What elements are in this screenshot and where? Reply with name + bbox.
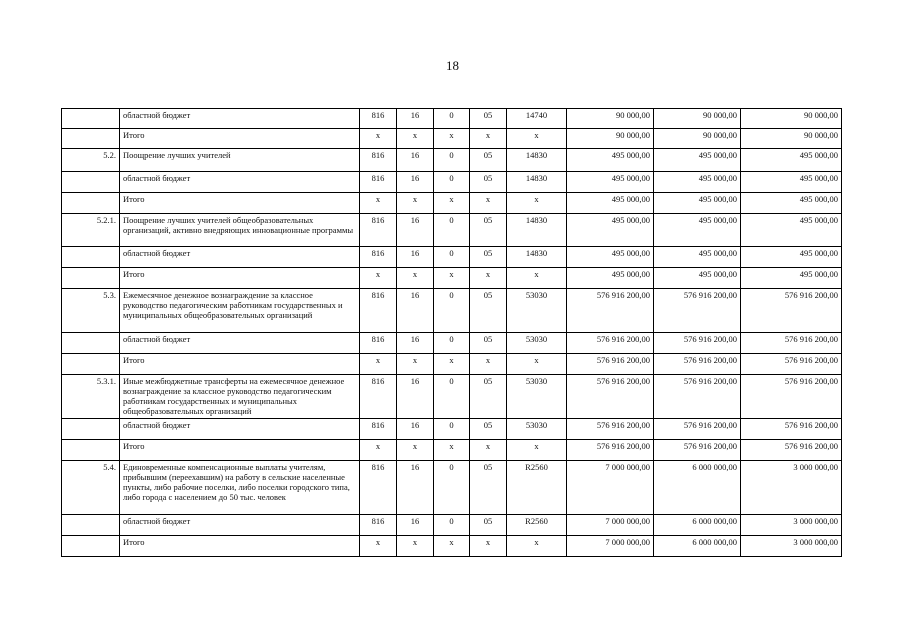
row-number-cell: 5.2.1. (62, 214, 120, 247)
amount-cell: 90 000,00 (567, 109, 654, 129)
code-cell: 05 (470, 515, 507, 536)
table-row (62, 536, 842, 557)
code-cell: x (470, 193, 507, 214)
row-name-cell: Ежемесячное денежное вознаграждение за классное руководство педагогическим работникам государственных и муниципальных общеобразовательных организаций (120, 289, 360, 333)
row-name-cell: Единовременные компенсационные выплаты учителям, прибывшим (переехавшим) на работу в сельские населенные пункты, либо рабочие поселки, либо поселки городского типа, либо города с населением до 50 тыс. человек (120, 461, 360, 515)
code-cell: 816 (360, 109, 397, 129)
table-row (62, 515, 842, 536)
code-cell: x (397, 193, 434, 214)
table-row (62, 268, 842, 289)
code-cell: 53030 (507, 419, 567, 440)
code-cell: 16 (397, 289, 434, 333)
code-cell: x (397, 440, 434, 461)
code-cell: R2560 (507, 461, 567, 515)
code-cell: 05 (470, 149, 507, 172)
code-cell: x (397, 268, 434, 289)
code-cell: 16 (397, 375, 434, 419)
amount-cell: 576 916 200,00 (567, 333, 654, 354)
code-cell: 0 (434, 419, 470, 440)
code-cell: 16 (397, 149, 434, 172)
row-number-cell (62, 109, 120, 129)
amount-cell: 576 916 200,00 (654, 289, 741, 333)
table-row (62, 193, 842, 214)
row-name-cell: Иные межбюджетные трансферты на ежемесячное денежное вознаграждение за классное руководство педагогическим работникам государственных и муниципальных общеобразовательных организаций (120, 375, 360, 419)
table-row (62, 109, 842, 129)
amount-cell: 3 000 000,00 (741, 461, 842, 515)
code-cell: x (470, 354, 507, 375)
amount-cell: 495 000,00 (567, 247, 654, 268)
code-cell: x (507, 129, 567, 149)
code-cell: x (434, 129, 470, 149)
code-cell: 816 (360, 149, 397, 172)
table-row (62, 440, 842, 461)
code-cell: x (360, 536, 397, 557)
code-cell: 16 (397, 515, 434, 536)
code-cell: x (507, 536, 567, 557)
amount-cell: 495 000,00 (741, 172, 842, 193)
row-number-cell (62, 193, 120, 214)
amount-cell: 495 000,00 (741, 149, 842, 172)
code-cell: 0 (434, 515, 470, 536)
row-name-cell: Итого (120, 536, 360, 557)
code-cell: 816 (360, 419, 397, 440)
code-cell: 0 (434, 247, 470, 268)
code-cell: 05 (470, 375, 507, 419)
code-cell: x (470, 268, 507, 289)
row-name-cell: Итого (120, 129, 360, 149)
budget-table (61, 108, 842, 557)
code-cell: x (434, 354, 470, 375)
code-cell: 0 (434, 214, 470, 247)
code-cell: 05 (470, 214, 507, 247)
row-number-cell: 5.4. (62, 461, 120, 515)
code-cell: x (434, 268, 470, 289)
code-cell: x (434, 536, 470, 557)
code-cell: x (507, 354, 567, 375)
code-cell: 53030 (507, 333, 567, 354)
amount-cell: 576 916 200,00 (567, 289, 654, 333)
amount-cell: 90 000,00 (654, 129, 741, 149)
amount-cell: 7 000 000,00 (567, 461, 654, 515)
code-cell: 53030 (507, 289, 567, 333)
amount-cell: 576 916 200,00 (654, 354, 741, 375)
row-number-cell (62, 536, 120, 557)
table-row (62, 214, 842, 247)
amount-cell: 576 916 200,00 (567, 419, 654, 440)
code-cell: x (360, 440, 397, 461)
table-row (62, 354, 842, 375)
amount-cell: 495 000,00 (654, 172, 741, 193)
code-cell: R2560 (507, 515, 567, 536)
row-name-cell: областной бюджет (120, 515, 360, 536)
amount-cell: 495 000,00 (741, 247, 842, 268)
code-cell: 0 (434, 375, 470, 419)
amount-cell: 3 000 000,00 (741, 515, 842, 536)
table-row (62, 172, 842, 193)
code-cell: x (470, 440, 507, 461)
amount-cell: 495 000,00 (567, 172, 654, 193)
table-row (62, 247, 842, 268)
row-number-cell (62, 247, 120, 268)
code-cell: 16 (397, 333, 434, 354)
row-number-cell (62, 129, 120, 149)
row-number-cell (62, 515, 120, 536)
code-cell: 816 (360, 515, 397, 536)
amount-cell: 576 916 200,00 (654, 375, 741, 419)
row-name-cell: Итого (120, 193, 360, 214)
code-cell: 816 (360, 289, 397, 333)
table-row (62, 419, 842, 440)
code-cell: 14740 (507, 109, 567, 129)
row-number-cell (62, 172, 120, 193)
table-row (62, 129, 842, 149)
table-row (62, 375, 842, 419)
code-cell: 16 (397, 461, 434, 515)
row-number-cell: 5.3. (62, 289, 120, 333)
row-name-cell: областной бюджет (120, 109, 360, 129)
amount-cell: 495 000,00 (741, 193, 842, 214)
budget-table-body (62, 109, 842, 557)
row-name-cell: областной бюджет (120, 419, 360, 440)
amount-cell: 576 916 200,00 (567, 354, 654, 375)
code-cell: 05 (470, 461, 507, 515)
code-cell: 05 (470, 109, 507, 129)
code-cell: x (397, 354, 434, 375)
row-number-cell (62, 419, 120, 440)
amount-cell: 576 916 200,00 (654, 440, 741, 461)
amount-cell: 90 000,00 (741, 109, 842, 129)
amount-cell: 495 000,00 (654, 268, 741, 289)
code-cell: 16 (397, 109, 434, 129)
table-row (62, 149, 842, 172)
code-cell: 0 (434, 333, 470, 354)
amount-cell: 495 000,00 (654, 247, 741, 268)
row-name-cell: областной бюджет (120, 333, 360, 354)
code-cell: 53030 (507, 375, 567, 419)
code-cell: 816 (360, 172, 397, 193)
code-cell: 0 (434, 149, 470, 172)
code-cell: 14830 (507, 247, 567, 268)
amount-cell: 495 000,00 (567, 268, 654, 289)
code-cell: 14830 (507, 172, 567, 193)
table-row (62, 333, 842, 354)
row-name-cell: Поощрение лучших учителей общеобразовательных организаций, активно внедряющих инновационные программы (120, 214, 360, 247)
code-cell: x (360, 268, 397, 289)
code-cell: 14830 (507, 214, 567, 247)
page-number: 18 (446, 58, 459, 73)
code-cell: 05 (470, 289, 507, 333)
row-name-cell: Итого (120, 354, 360, 375)
amount-cell: 576 916 200,00 (654, 419, 741, 440)
code-cell: 16 (397, 214, 434, 247)
row-name-cell: Итого (120, 268, 360, 289)
code-cell: 816 (360, 375, 397, 419)
code-cell: 16 (397, 419, 434, 440)
row-number-cell (62, 354, 120, 375)
amount-cell: 576 916 200,00 (741, 419, 842, 440)
row-number-cell (62, 268, 120, 289)
code-cell: x (397, 536, 434, 557)
table-row (62, 461, 842, 515)
code-cell: x (434, 440, 470, 461)
code-cell: 14830 (507, 149, 567, 172)
amount-cell: 576 916 200,00 (741, 440, 842, 461)
amount-cell: 576 916 200,00 (741, 289, 842, 333)
amount-cell: 90 000,00 (567, 129, 654, 149)
amount-cell: 495 000,00 (654, 149, 741, 172)
code-cell: x (397, 129, 434, 149)
code-cell: 0 (434, 172, 470, 193)
row-number-cell (62, 440, 120, 461)
code-cell: 0 (434, 109, 470, 129)
code-cell: x (360, 193, 397, 214)
code-cell: 16 (397, 247, 434, 268)
code-cell: 05 (470, 419, 507, 440)
table-row (62, 289, 842, 333)
amount-cell: 576 916 200,00 (741, 333, 842, 354)
code-cell: x (507, 268, 567, 289)
amount-cell: 495 000,00 (654, 214, 741, 247)
amount-cell: 6 000 000,00 (654, 461, 741, 515)
amount-cell: 7 000 000,00 (567, 515, 654, 536)
amount-cell: 495 000,00 (567, 214, 654, 247)
amount-cell: 495 000,00 (567, 193, 654, 214)
amount-cell: 90 000,00 (654, 109, 741, 129)
amount-cell: 6 000 000,00 (654, 515, 741, 536)
code-cell: x (470, 536, 507, 557)
code-cell: 816 (360, 333, 397, 354)
amount-cell: 7 000 000,00 (567, 536, 654, 557)
row-name-cell: областной бюджет (120, 247, 360, 268)
amount-cell: 576 916 200,00 (741, 375, 842, 419)
amount-cell: 90 000,00 (741, 129, 842, 149)
row-name-cell: областной бюджет (120, 172, 360, 193)
row-number-cell: 5.3.1. (62, 375, 120, 419)
code-cell: 816 (360, 461, 397, 515)
amount-cell: 6 000 000,00 (654, 536, 741, 557)
code-cell: x (507, 193, 567, 214)
code-cell: x (360, 354, 397, 375)
row-name-cell: Поощрение лучших учителей (120, 149, 360, 172)
amount-cell: 576 916 200,00 (654, 333, 741, 354)
code-cell: 0 (434, 461, 470, 515)
code-cell: x (360, 129, 397, 149)
amount-cell: 495 000,00 (741, 268, 842, 289)
code-cell: x (434, 193, 470, 214)
amount-cell: 576 916 200,00 (741, 354, 842, 375)
amount-cell: 495 000,00 (567, 149, 654, 172)
code-cell: 816 (360, 214, 397, 247)
row-number-cell: 5.2. (62, 149, 120, 172)
code-cell: 0 (434, 289, 470, 333)
code-cell: x (507, 440, 567, 461)
amount-cell: 576 916 200,00 (567, 440, 654, 461)
code-cell: 16 (397, 172, 434, 193)
code-cell: 05 (470, 333, 507, 354)
code-cell: x (470, 129, 507, 149)
code-cell: 816 (360, 247, 397, 268)
row-number-cell (62, 333, 120, 354)
amount-cell: 495 000,00 (741, 214, 842, 247)
amount-cell: 495 000,00 (654, 193, 741, 214)
row-name-cell: Итого (120, 440, 360, 461)
amount-cell: 3 000 000,00 (741, 536, 842, 557)
amount-cell: 576 916 200,00 (567, 375, 654, 419)
code-cell: 05 (470, 172, 507, 193)
code-cell: 05 (470, 247, 507, 268)
